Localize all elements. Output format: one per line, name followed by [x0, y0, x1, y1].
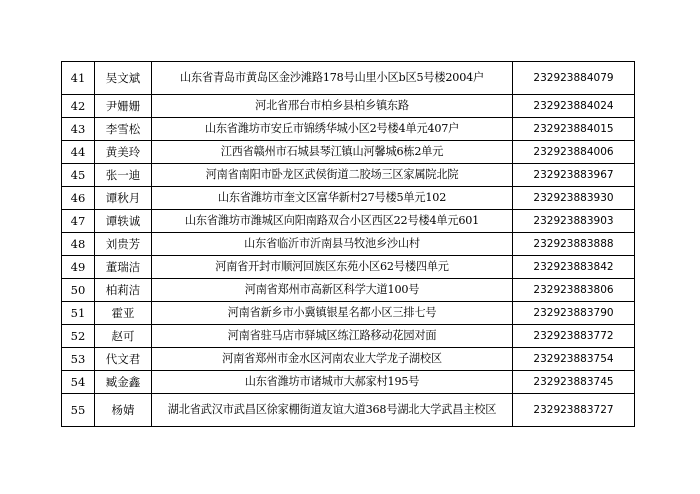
tracking-number: 232923883790 — [513, 302, 635, 325]
row-number: 53 — [62, 348, 95, 371]
row-number: 41 — [62, 62, 95, 95]
table-row — [62, 164, 635, 187]
recipient-name: 谭秋月 — [95, 187, 152, 210]
tracking-number: 232923883806 — [513, 279, 635, 302]
recipient-name: 臧金鑫 — [95, 371, 152, 394]
table-row — [62, 279, 635, 302]
tracking-number: 232923884079 — [513, 62, 635, 95]
recipient-name: 董瑞洁 — [95, 256, 152, 279]
row-number: 47 — [62, 210, 95, 233]
table-row — [62, 95, 635, 118]
row-number: 52 — [62, 325, 95, 348]
recipient-address: 河南省郑州市金水区河南农业大学龙子湖校区 — [152, 348, 513, 371]
recipient-name: 赵可 — [95, 325, 152, 348]
tracking-number: 232923883967 — [513, 164, 635, 187]
recipient-address: 山东省临沂市沂南县马牧池乡沙山村 — [152, 233, 513, 256]
recipient-address: 江西省赣州市石城县琴江镇山河馨城6栋2单元 — [152, 141, 513, 164]
row-number: 44 — [62, 141, 95, 164]
recipient-address: 山东省潍坊市诸城市大郝家村195号 — [152, 371, 513, 394]
table-row — [62, 256, 635, 279]
table-row — [62, 62, 635, 95]
recipient-name: 李雪松 — [95, 118, 152, 141]
row-number: 46 — [62, 187, 95, 210]
recipient-address: 河南省南阳市卧龙区武侯街道二胶场三区家属院北院 — [152, 164, 513, 187]
row-number: 55 — [62, 394, 95, 427]
row-number: 45 — [62, 164, 95, 187]
row-number: 50 — [62, 279, 95, 302]
recipient-address: 河南省驻马店市驿城区练江路移动花园对面 — [152, 325, 513, 348]
table-row — [62, 141, 635, 164]
recipient-address: 山东省潍坊市潍城区向阳南路双合小区西区22号楼4单元601 — [152, 210, 513, 233]
tracking-number: 232923883930 — [513, 187, 635, 210]
tracking-number: 232923883754 — [513, 348, 635, 371]
row-number: 51 — [62, 302, 95, 325]
recipient-address: 河南省开封市顺河回族区东苑小区62号楼四单元 — [152, 256, 513, 279]
table-row — [62, 233, 635, 256]
row-number: 42 — [62, 95, 95, 118]
tracking-number: 232923883842 — [513, 256, 635, 279]
tracking-number: 232923883903 — [513, 210, 635, 233]
row-number: 54 — [62, 371, 95, 394]
tracking-number: 232923883888 — [513, 233, 635, 256]
recipient-name: 刘贵芳 — [95, 233, 152, 256]
recipient-name: 柏莉洁 — [95, 279, 152, 302]
recipient-name: 谭轶诚 — [95, 210, 152, 233]
recipient-address: 山东省潍坊市奎文区富华新村27号楼5单元102 — [152, 187, 513, 210]
tracking-number: 232923884024 — [513, 95, 635, 118]
table-row — [62, 325, 635, 348]
row-number: 48 — [62, 233, 95, 256]
row-number: 43 — [62, 118, 95, 141]
row-number: 49 — [62, 256, 95, 279]
tracking-number: 232923884006 — [513, 141, 635, 164]
recipient-name: 代文君 — [95, 348, 152, 371]
tracking-number: 232923884015 — [513, 118, 635, 141]
table-row — [62, 118, 635, 141]
recipient-address: 河北省邢台市柏乡县柏乡镇东路 — [152, 95, 513, 118]
table-row — [62, 302, 635, 325]
recipient-name: 杨婧 — [95, 394, 152, 427]
table-row — [62, 210, 635, 233]
tracking-number: 232923883745 — [513, 371, 635, 394]
recipient-name: 吴文斌 — [95, 62, 152, 95]
recipient-address: 山东省潍坊市安丘市锦绣华城小区2号楼4单元407户 — [152, 118, 513, 141]
tracking-number: 232923883727 — [513, 394, 635, 427]
recipient-address: 湖北省武汉市武昌区徐家棚街道友谊大道368号湖北大学武昌主校区 — [152, 394, 513, 427]
table-row — [62, 187, 635, 210]
table-row — [62, 371, 635, 394]
recipient-name: 霍亚 — [95, 302, 152, 325]
recipient-address: 河南省郑州市高新区科学大道100号 — [152, 279, 513, 302]
recipient-name: 张一迪 — [95, 164, 152, 187]
recipient-address: 河南省新乡市小冀镇银星名都小区三排七号 — [152, 302, 513, 325]
address-table — [61, 61, 635, 427]
recipient-name: 黄美玲 — [95, 141, 152, 164]
recipient-address: 山东省青岛市黄岛区金沙滩路178号山里小区b区5号楼2004户 — [152, 62, 513, 95]
recipient-name: 尹姗姗 — [95, 95, 152, 118]
table-row — [62, 394, 635, 427]
tracking-number: 232923883772 — [513, 325, 635, 348]
table-row — [62, 348, 635, 371]
